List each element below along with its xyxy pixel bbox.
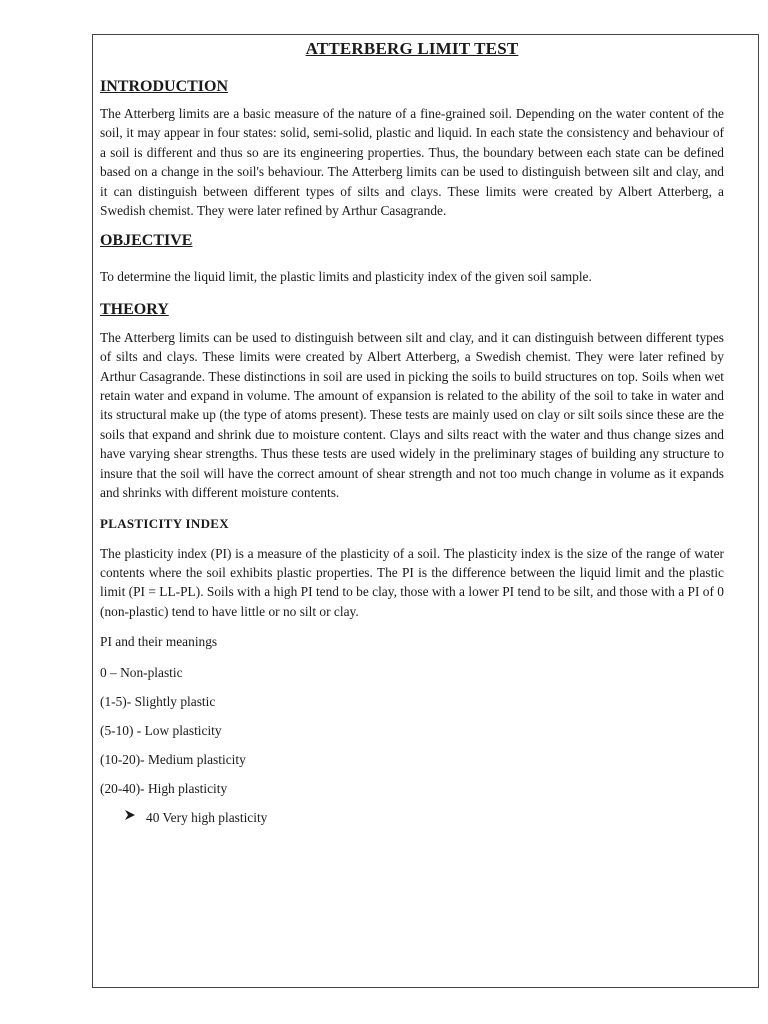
pi-list-item: (10-20)- Medium plasticity [100, 752, 246, 768]
document-content [100, 38, 724, 827]
pi-bullet-label: 40 Very high plasticity [146, 810, 268, 826]
pi-bullet-item [124, 809, 724, 827]
theory-paragraph: The Atterberg limits can be used to distinguish between silt and clay, and it can distinguish between different types of silts and clays. These limits were created by Albert Atterberg, a Swedish chemist. They were later refined by Arthur Casagrande. These distinctions in soil are used in picking the soils to build structures on top. Soils when wet retain water and expand in volume. The amount of expansion is related to the ability of the soil to take in water and its structural make up (the type of atoms present). These tests are mainly used on clay or silt soils since these are the soils that expand and shrink due to moisture content. Clays and silts react with the water and thus change sizes and have varying shear strengths. Thus these tests are used widely in the preliminary stages of building any structure to insure that the soil will have the correct amount of shear strength and not too much change in volume as it expands and shrinks with different moisture contents. [100, 329, 724, 501]
theory-heading: THEORY [100, 300, 169, 318]
plasticity-index-heading: PLASTICITY INDEX [100, 515, 229, 531]
document-title: ATTERBERG LIMIT TEST [305, 39, 519, 58]
objective-heading: OBJECTIVE [100, 232, 193, 250]
introduction-paragraph: The Atterberg limits are a basic measure of the nature of a fine-grained soil. Depending on the water content of the soil, it may appear in four states: solid, semi-solid, plastic and liquid. In each state the consistency and behaviour of a soil is different and thus so are its engineering properties. Thus, the boundary between each state can be defined based on a change in the soil's behaviour. The Atterberg limits can be used to distinguish between silt and clay, and it can distinguish between different types of silts and clays. These limits were created by Albert Atterberg, a Swedish chemist. They were later refined by Arthur Casagrande. [100, 106, 724, 219]
arrowhead-bullet-icon [124, 809, 138, 827]
pi-list-item: 0 – Non-plastic [100, 665, 183, 681]
pi-list-item: (1-5)- Slightly plastic [100, 694, 216, 710]
pi-list-item: (20-40)- High plasticity [100, 781, 228, 797]
pi-list-intro: PI and their meanings [100, 634, 218, 650]
introduction-heading: INTRODUCTION [100, 78, 229, 95]
objective-paragraph: To determine the liquid limit, the plastic limits and plasticity index of the given soil sample. [100, 269, 592, 285]
pi-list-item: (5-10) - Low plasticity [100, 723, 222, 739]
plasticity-index-paragraph: The plasticity index (PI) is a measure of the plasticity of a soil. The plasticity index is the size of the range of water contents where the soil exhibits plastic properties. The PI is the difference between the liquid limit and the plastic limit (PI = LL-PL). Soils with a high PI tend to be clay, those with a lower PI tend to be silt, and those with a PI of 0 (non-plastic) tend to have little or no silt or clay. [100, 545, 724, 619]
